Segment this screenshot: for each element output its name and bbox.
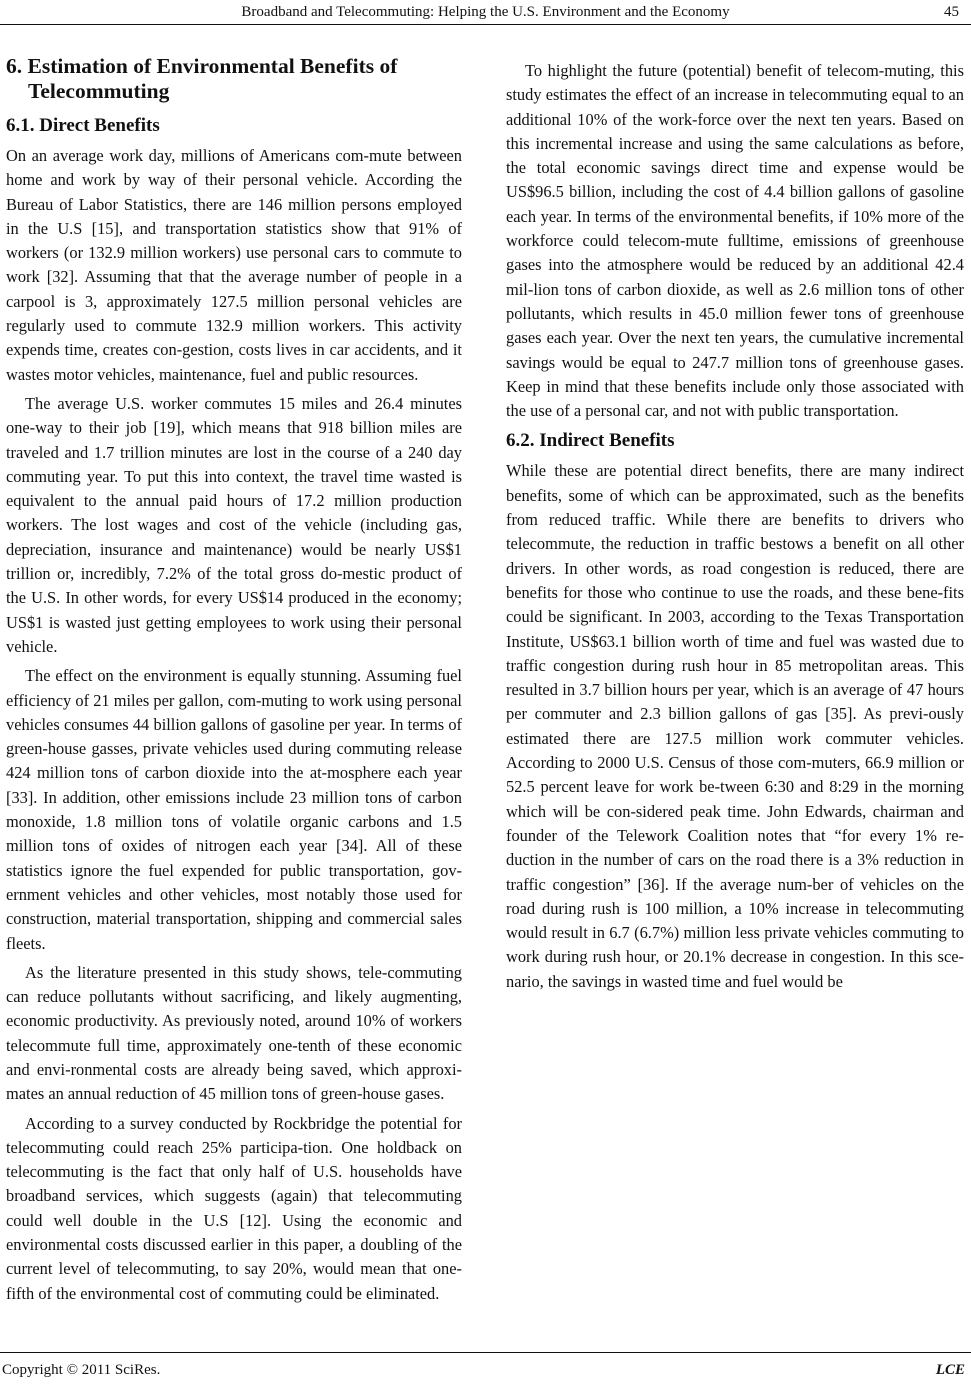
left-column <box>6 54 462 1306</box>
header-divider <box>0 24 971 25</box>
page-number: 45 <box>944 4 959 20</box>
section-heading: 6. Estimation of Environmental Benefits of Telecommuting <box>6 54 398 103</box>
running-header <box>0 0 971 24</box>
subsection-heading-direct: 6.1. Direct Benefits <box>6 115 160 136</box>
subsection-heading-indirect: 6.2. Indirect Benefits <box>506 430 675 452</box>
paragraph: The average U.S. worker commutes 15 miles and 26.4 minutes one-way to their job [19], which means that 918 billion miles are traveled and 1.7 trillion minutes are lost in the course of a 240 day commuting year. To put this into context, the travel time wasted is equivalent to the annual paid hours of 17.2 million production workers. The lost wages and cost of the vehicle (including gas, depreciation, insurance and maintenance) would be nearly US$1 trillion or, incredibly, 7.2% of the total gross do-mestic product of the U.S. In other words, for every US$14 produced in the economy; US$1 is wasted just getting employees to work using their personal vehicle. <box>6 393 462 656</box>
paragraph: As the literature presented in this study shows, tele-commuting can reduce pollutants without sacrificing, and likely augmenting, economic productivity. As previously noted, around 10% of workers telecommute full time, approximately one-tenth of these economic and envi-ronmental costs are already being saved, which approxi-mates an annual reduction of 45 million tons of green-house gases. <box>6 962 462 1104</box>
paragraph-continued <box>6 1112 462 1306</box>
paragraph: The effect on the environment is equally stunning. Assuming fuel efficiency of 21 miles per gallon, com-muting to work using personal vehicles consumes 44 billion gallons of gasoline per year. In terms of green-house gasses, private vehicles used during commuting release 424 million tons of carbon dioxide into the at-mosphere each year [33]. In addition, other emissions include 23 million tons of carbon monoxide, 1.8 million tons of volatile organic carbons and 1.5 million tons of oxides of nitrogen each year [34]. All of these statistics ignore the fuel expended for public transportation, gov-ernment vehicles and other vehicles, most notably those used for construction, material transportation, shipping and commercial sales fleets. <box>6 666 462 953</box>
footer-divider <box>0 1352 971 1353</box>
journal-abbreviation: LCE <box>935 1362 965 1378</box>
paragraph-text: According to a survey conducted by Rockbridge the potential for telecommuting could reach 25% participa-tion. One holdback on telecommuting is the fact that only half of U.S. households have broadband services, which suggests (again) that telecommuting could well double in the U.S [12]. Using the economic and environmental costs discussed earlier in this paper, a doubling of the current level of telecommuting, to say 20%, would mean that one-fifth of the environmental cost of commuting could be eliminated. <box>6 1113 462 1303</box>
paragraph: While these are potential direct benefits, there are many indirect benefits, some of which can be approximated, such as the benefits from reduced traffic. While there are benefits to drivers who telecommute, the reduction in traffic bestows a benefit on all other drivers. In other words, as road congestion is reduced, there are benefits for those who continue to use the roads, and these bene-fits could be significant. In 2003, according to the Texas Transportation Institute, US$63.1 billion worth of time and fuel was wasted due to traffic congestion during rush hour in 85 metropolitan areas. This resulted in 3.7 billion hours per year, which is an average of 47 hours per commuter and 2.3 billion gallons of gas [35]. As previ-ously estimated there are 127.5 million work commuter vehicles. According to 2000 U.S. Census of those com-muters, 66.9 million or 52.5 percent leave for work be-tween 6:30 and 8:29 in the morning which will be con-sidered peak time. John Edwards, chairman and founder of the Telework Coalition notes that “for every 1% re-duction in the number of cars on the road there is a 3% reduction in traffic congestion” [36]. If the average num-ber of vehicles on the road during rush is 100 million, a 10% increase in telecommuting would result in 6.7 (6.7%) million less private vehicles commuting to work during rush hour, or 20.1% decrease in congestion. In this sce-nario, the savings in wasted time and fuel would be <box>506 461 964 991</box>
copyright-notice: Copyright © 2011 SciRes. <box>2 1362 161 1378</box>
running-title: Broadband and Telecommuting: Helping the U.S. Environment and the Economy <box>241 4 730 20</box>
paragraph: On an average work day, millions of Americans com-mute between home and work by way of their personal vehicle. According the Bureau of Labor Statistics, there are 146 million persons employed in the U.S [15], and transportation statistics show that 91% of workers (or 132.9 million workers) use personal cars to commute to work [32]. Assuming that that the average number of people in a carpool is 3, approximately 127.5 million personal vehicles are regularly used to commute 132.9 million workers. This activity expends time, creates con-gestion, costs lives in car accidents, and it wastes motor vehicles, maintenance, fuel and public resources. <box>6 146 462 384</box>
paragraph: To highlight the future (potential) benefit of telecom-muting, this study estimates the effect of an increase in telecommuting equal to an additional 10% of the work-force over the next ten years. Based on this incremental increase and using the same calculations as before, the total economic savings direct time and expense would be US$96.5 billion, including the cost of 4.4 billion gallons of gasoline each year. In terms of the environmental benefits, if 10% more of the workforce could telecom-mute fulltime, emissions of greenhouse gases into the atmosphere would be reduced by an additional 42.4 mil-lion tons of carbon dioxide, as well as 2.6 million tons of other pollutants, which results in 45.0 million fewer tons of greenhouse gases each year. Over the next ten years, the cumulative incremental savings would be equal to 247.7 million tons of greenhouse gases. Keep in mind that these benefits include only those associated with the use of a personal car, and not with public transportation. <box>506 61 964 421</box>
right-column <box>506 54 964 994</box>
